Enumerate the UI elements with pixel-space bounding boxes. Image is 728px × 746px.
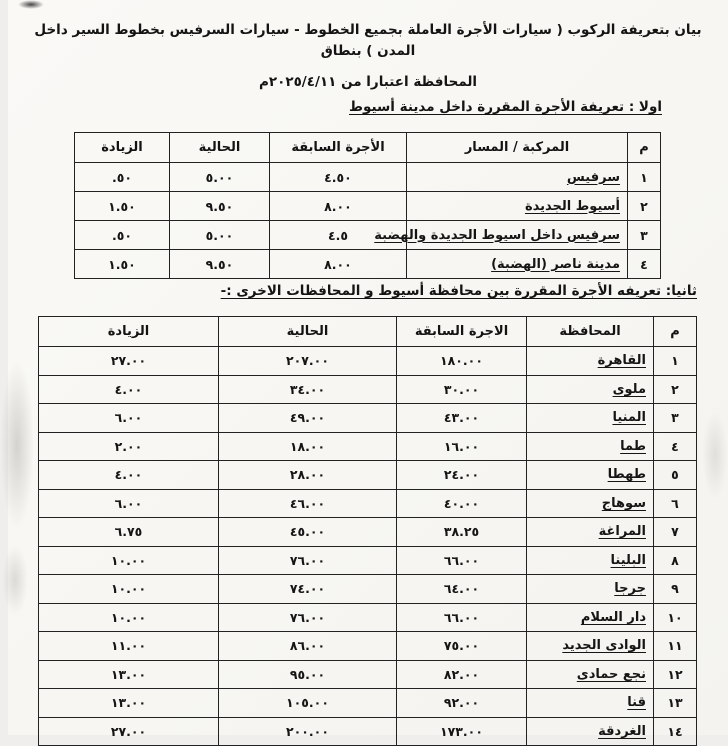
increase-cell: ٤.٠٠ <box>39 375 219 404</box>
vehicle-route-cell-label: سرفيس <box>566 169 620 185</box>
increase-cell: ٢٧.٠٠ <box>39 347 219 376</box>
table-row <box>75 250 661 279</box>
row-number-cell: ٤ <box>654 432 697 461</box>
previous-fare-cell: ١٦.٠٠ <box>397 432 527 461</box>
col-header-number: م <box>654 317 697 347</box>
current-fare-cell: ١٨.٠٠ <box>219 432 397 461</box>
vehicle-route-cell <box>374 221 628 250</box>
increase-cell: ١٣.٠٠ <box>39 660 219 689</box>
table-row <box>39 632 697 661</box>
vehicle-route-cell <box>407 163 628 192</box>
increase-cell: ١٠.٠٠ <box>39 603 219 632</box>
table-row <box>75 221 661 250</box>
increase-cell: .٥٠ <box>75 163 170 192</box>
table-row <box>39 489 697 518</box>
row-number-cell: ١ <box>628 163 661 192</box>
increase-cell: ٤.٠٠ <box>39 461 219 490</box>
section1-title: اولا : تعريفة الأجرة المقررة داخل مدينة أسيوط <box>349 99 662 115</box>
current-fare-cell: ٢٨.٠٠ <box>219 461 397 490</box>
increase-cell: ٦.٠٠ <box>39 404 219 433</box>
table2-header-row <box>39 317 697 347</box>
scan-smudge <box>0 360 34 530</box>
current-fare-cell: ٩.٥٠ <box>170 192 270 221</box>
col-header-previous-fare: الأجرة السابقة <box>270 133 407 163</box>
row-number-cell: ١١ <box>654 632 697 661</box>
governorate-cell <box>527 347 654 376</box>
governorate-cell-label: المنيا <box>612 410 646 426</box>
row-number-cell: ١٤ <box>654 717 697 746</box>
col-header-increase: الزيادة <box>39 317 219 347</box>
current-fare-cell: ٩.٥٠ <box>170 250 270 279</box>
governorate-cell <box>527 461 654 490</box>
table-row <box>39 375 697 404</box>
scan-smudge <box>702 410 728 500</box>
col-header-current-fare: الحالية <box>170 133 270 163</box>
governorate-cell <box>527 603 654 632</box>
governorate-cell-label: القاهرة <box>597 353 646 369</box>
current-fare-cell: ٤٩.٠٠ <box>219 404 397 433</box>
document-title-line2: المحافظة اعتبارا من ٢٠٢٥/٤/١١م <box>258 73 478 90</box>
governorate-cell <box>527 375 654 404</box>
vehicle-route-cell <box>407 192 628 221</box>
previous-fare-cell: ١٧٣.٠٠ <box>397 717 527 746</box>
governorate-cell <box>527 518 654 547</box>
row-number-cell: ١٢ <box>654 660 697 689</box>
governorate-cell-label: الغردقة <box>598 723 646 739</box>
current-fare-cell: ٤٥.٠٠ <box>219 518 397 547</box>
table1-header-row <box>75 133 661 163</box>
previous-fare-cell: ٧٥.٠٠ <box>397 632 527 661</box>
row-number-cell: ٥ <box>654 461 697 490</box>
governorate-cell-label: قنا <box>627 695 646 711</box>
increase-cell: ١٠.٠٠ <box>39 575 219 604</box>
previous-fare-cell: ٣٠.٠٠ <box>397 375 527 404</box>
scan-smudge <box>2 545 28 615</box>
current-fare-cell: ٥.٠٠ <box>170 163 270 192</box>
row-number-cell: ٣ <box>654 404 697 433</box>
document-title-line1: بيان بتعريفة الركوب ( سيارات الأجرة العاملة بجميع الخطوط - سيارات السرفيس بخطوط السير داخل المدن ) بنطاق <box>34 22 702 59</box>
current-fare-cell: ٨٦.٠٠ <box>219 632 397 661</box>
vehicle-route-cell <box>407 250 628 279</box>
current-fare-cell: ٧٦.٠٠ <box>219 546 397 575</box>
governorate-cell <box>527 432 654 461</box>
section2-title: ثانيا: تعريفه الأجرة المقررة بين محافظة أسيوط و المحافظات الاخرى :- <box>220 283 697 299</box>
row-number-cell: ٢ <box>654 375 697 404</box>
increase-cell: ١٠.٠٠ <box>39 546 219 575</box>
previous-fare-cell: ٨٢.٠٠ <box>397 660 527 689</box>
vehicle-route-cell-label: مدينة ناصر (الهضبة) <box>491 256 620 272</box>
fares-within-asyut-table <box>74 132 661 279</box>
governorate-cell-label: نجع حمادى <box>576 666 646 682</box>
current-fare-cell: ٢٠٧.٠٠ <box>219 347 397 376</box>
table-row <box>39 546 697 575</box>
col-header-number: م <box>628 133 661 163</box>
col-header-governorate: المحافظة <box>527 317 654 347</box>
current-fare-cell: ٢٠٠.٠٠ <box>219 717 397 746</box>
governorate-cell <box>527 489 654 518</box>
previous-fare-cell: ٤٠.٠٠ <box>397 489 527 518</box>
scanned-document-page <box>8 0 728 739</box>
increase-cell: ١١.٠٠ <box>39 632 219 661</box>
previous-fare-cell: ٤.٥ <box>270 221 407 250</box>
row-number-cell: ٧ <box>654 518 697 547</box>
row-number-cell: ٨ <box>654 546 697 575</box>
previous-fare-cell: ٢٤.٠٠ <box>397 461 527 490</box>
governorate-cell <box>527 546 654 575</box>
governorate-cell-label: طما <box>620 438 646 454</box>
governorate-cell-label: سوهاج <box>601 495 646 511</box>
governorate-cell <box>527 632 654 661</box>
governorate-cell-label: ملوى <box>612 381 646 397</box>
col-header-vehicle-route: المركبة / المسار <box>407 133 628 163</box>
governorate-cell-label: طهطا <box>607 467 646 483</box>
governorate-cell-label: البلينا <box>610 552 646 568</box>
vehicle-route-cell-label: أسيوط الجديدة <box>524 198 620 214</box>
col-header-previous-fare: الاجرة السابقة <box>397 317 527 347</box>
current-fare-cell: ١٠٥.٠٠ <box>219 689 397 718</box>
increase-cell: ١٣.٠٠ <box>39 689 219 718</box>
increase-cell: ٦.٧٥ <box>39 518 219 547</box>
current-fare-cell: ٤٦.٠٠ <box>219 489 397 518</box>
previous-fare-cell: ٤.٥٠ <box>270 163 407 192</box>
current-fare-cell: ٥.٠٠ <box>170 221 270 250</box>
row-number-cell: ١ <box>654 347 697 376</box>
row-number-cell: ٦ <box>654 489 697 518</box>
increase-cell: ٢.٠٠ <box>39 432 219 461</box>
governorate-cell <box>527 660 654 689</box>
row-number-cell: ٩ <box>654 575 697 604</box>
governorate-cell-label: المراغة <box>598 524 646 540</box>
table-row <box>75 163 661 192</box>
col-header-increase: الزيادة <box>75 133 170 163</box>
table-row <box>39 518 697 547</box>
governorate-cell <box>527 404 654 433</box>
previous-fare-cell: ٦٦.٠٠ <box>397 546 527 575</box>
previous-fare-cell: ٨.٠٠ <box>270 192 407 221</box>
current-fare-cell: ٣٤.٠٠ <box>219 375 397 404</box>
governorate-cell <box>527 575 654 604</box>
fares-between-governorates-table <box>38 316 697 746</box>
row-number-cell: ٤ <box>628 250 661 279</box>
previous-fare-cell: ٩٢.٠٠ <box>397 689 527 718</box>
table-row <box>39 717 697 746</box>
table-row <box>75 192 661 221</box>
increase-cell: ١.٥٠ <box>75 250 170 279</box>
row-number-cell: ٣ <box>628 221 661 250</box>
table-row <box>39 689 697 718</box>
governorate-cell-label: الوادى الجديد <box>562 638 646 654</box>
row-number-cell: ٢ <box>628 192 661 221</box>
table-row <box>39 461 697 490</box>
table-row <box>39 432 697 461</box>
current-fare-cell: ٧٦.٠٠ <box>219 603 397 632</box>
scan-smudge <box>18 0 44 9</box>
governorate-cell-label: دار السلام <box>580 609 646 625</box>
col-header-current-fare: الحالية <box>219 317 397 347</box>
table-row <box>39 347 697 376</box>
previous-fare-cell: ٦٤.٠٠ <box>397 575 527 604</box>
current-fare-cell: ٩٥.٠٠ <box>219 660 397 689</box>
increase-cell: ٦.٠٠ <box>39 489 219 518</box>
increase-cell: ٢٧.٠٠ <box>39 717 219 746</box>
previous-fare-cell: ١٨٠.٠٠ <box>397 347 527 376</box>
previous-fare-cell: ٤٣.٠٠ <box>397 404 527 433</box>
table-row <box>39 575 697 604</box>
increase-cell: .٥٠ <box>75 221 170 250</box>
row-number-cell: ١٣ <box>654 689 697 718</box>
governorate-cell <box>527 717 654 746</box>
table-row <box>39 603 697 632</box>
row-number-cell: ١٠ <box>654 603 697 632</box>
governorate-cell <box>527 689 654 718</box>
table-row <box>39 404 697 433</box>
previous-fare-cell: ٣٨.٢٥ <box>397 518 527 547</box>
previous-fare-cell: ٦٦.٠٠ <box>397 603 527 632</box>
vehicle-route-cell-label: سرفيس داخل اسيوط الجديدة والهضبة <box>374 227 620 243</box>
document-header <box>28 20 708 93</box>
table-row <box>39 660 697 689</box>
current-fare-cell: ٧٤.٠٠ <box>219 575 397 604</box>
governorate-cell-label: جرجا <box>614 581 646 597</box>
previous-fare-cell: ٨.٠٠ <box>270 250 407 279</box>
increase-cell: ١.٥٠ <box>75 192 170 221</box>
